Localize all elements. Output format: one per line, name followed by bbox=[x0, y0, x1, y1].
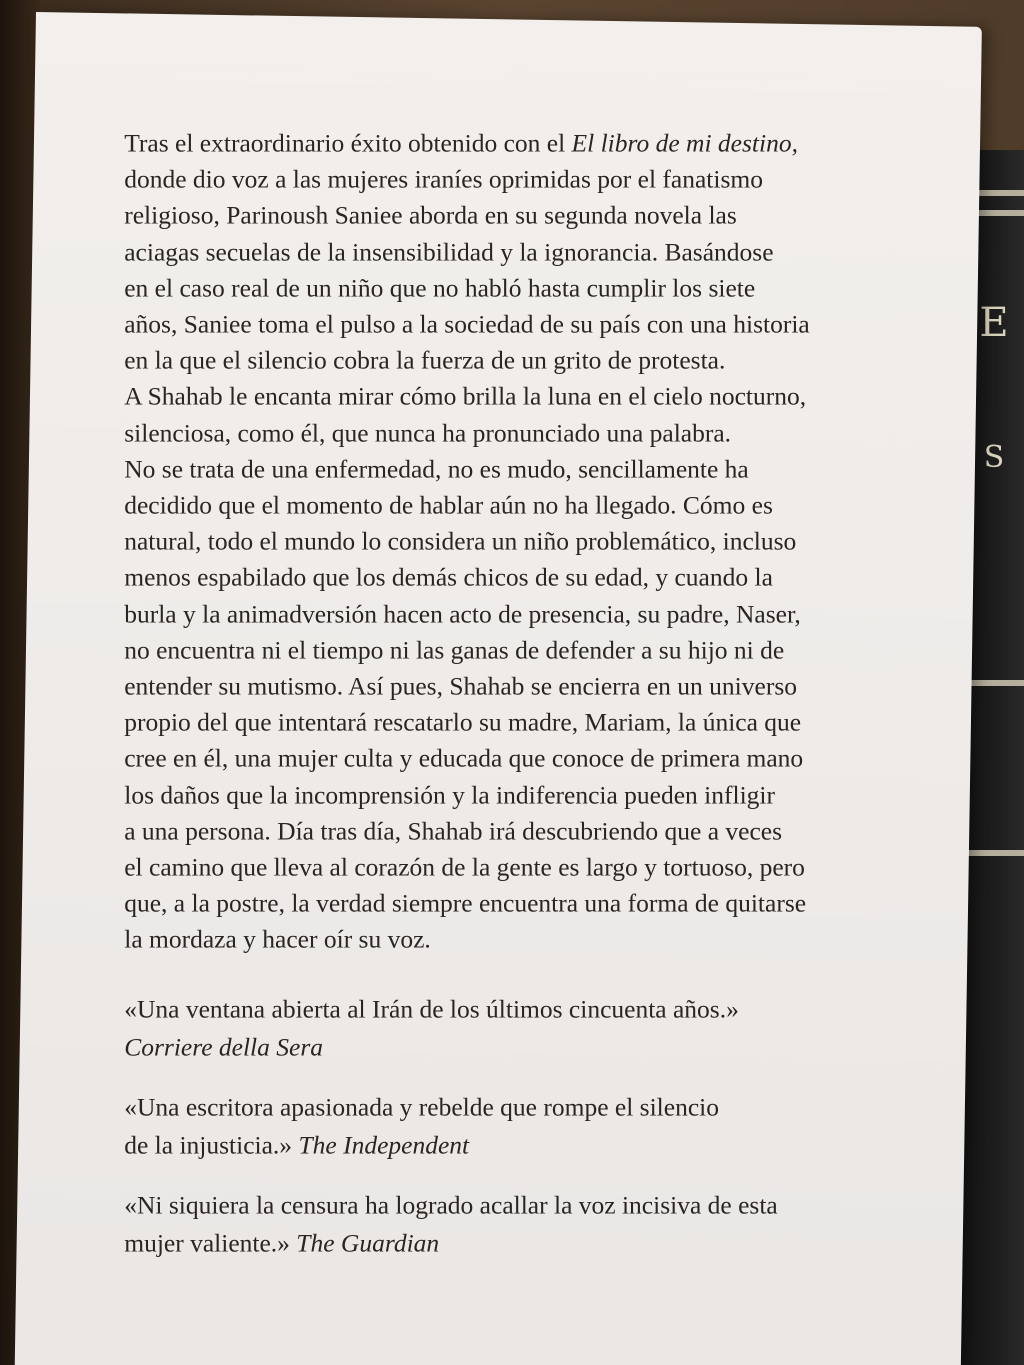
spine-letter-decoration: E bbox=[979, 300, 1009, 346]
synopsis-line-text: el camino que lleva al corazón de la gente es largo y tortuoso, pero bbox=[124, 852, 805, 882]
quote-line-2 bbox=[124, 1126, 934, 1164]
synopsis-line-text: religioso, Parinoush Saniee aborda en su segunda novela las bbox=[124, 200, 737, 230]
synopsis-line bbox=[124, 560, 934, 596]
synopsis-line bbox=[124, 234, 934, 270]
book-back-cover bbox=[14, 12, 982, 1365]
synopsis-line-text: donde dio voz a las mujeres iraníes oprimidas por el fanatismo bbox=[124, 164, 763, 194]
synopsis-line bbox=[124, 306, 934, 342]
synopsis-line-text: no encuentra ni el tiempo ni las ganas de defender a su hijo ni de bbox=[124, 635, 785, 665]
synopsis-line-text: silenciosa, como él, que nunca ha pronunciado una palabra. bbox=[124, 418, 732, 448]
synopsis-line bbox=[124, 451, 934, 487]
synopsis-line-text: la mordaza y hacer oír su voz. bbox=[124, 924, 431, 954]
synopsis-line bbox=[124, 886, 934, 922]
synopsis-line bbox=[124, 668, 934, 704]
synopsis-line-text: No se trata de una enfermedad, no es mudo, sencillamente ha bbox=[124, 454, 749, 484]
synopsis-line bbox=[124, 198, 934, 234]
quote-source: The Independent bbox=[298, 1130, 470, 1160]
synopsis-line bbox=[124, 632, 934, 668]
synopsis-line bbox=[124, 777, 934, 813]
press-quote bbox=[124, 990, 934, 1066]
synopsis-line-text: decidido que el momento de hablar aún no ha llegado. Cómo es bbox=[124, 490, 773, 520]
synopsis-line-text: propio del que intentará rescatarlo su madre, Mariam, la única que bbox=[124, 707, 802, 737]
synopsis-line-text: aciagas secuelas de la insensibilidad y la ignorancia. Basándose bbox=[124, 237, 774, 267]
synopsis-line-text: en el caso real de un niño que no habló hasta cumplir los siete bbox=[124, 273, 756, 303]
synopsis-line-text: los daños que la incomprensión y la indiferencia pueden infligir bbox=[124, 780, 776, 810]
synopsis-line-text: años, Saniee toma el pulso a la sociedad de su país con una historia bbox=[124, 309, 810, 339]
press-quote bbox=[124, 1088, 934, 1164]
spine-letter-decoration: S bbox=[983, 440, 1005, 475]
synopsis-line bbox=[124, 415, 934, 451]
quote-text: de la injusticia.» bbox=[124, 1130, 299, 1160]
synopsis-line bbox=[124, 125, 934, 161]
press-quotes bbox=[124, 990, 934, 1262]
synopsis-line bbox=[124, 922, 934, 958]
synopsis-line bbox=[124, 487, 934, 523]
synopsis-line bbox=[124, 343, 934, 379]
quote-text: «Una escritora apasionada y rebelde que rompe el silencio bbox=[124, 1092, 719, 1122]
quote-text: «Ni siquiera la censura ha logrado acallar la voz incisiva de esta bbox=[124, 1190, 778, 1220]
synopsis-paragraph bbox=[124, 125, 934, 958]
synopsis-line-text: natural, todo el mundo lo considera un niño problemático, incluso bbox=[124, 526, 797, 556]
synopsis-line bbox=[124, 379, 934, 415]
quote-line-2 bbox=[124, 1028, 934, 1066]
synopsis-line-text: Tras el extraordinario éxito obtenido con el bbox=[124, 128, 572, 158]
synopsis-line bbox=[124, 270, 934, 306]
synopsis-line-text: que, a la postre, la verdad siempre encuentra una forma de quitarse bbox=[124, 888, 807, 918]
spine-band bbox=[960, 850, 1024, 856]
book-title-italic: El libro de mi destino, bbox=[571, 128, 798, 158]
synopsis-line-text: A Shahab le encanta mirar cómo brilla la luna en el cielo nocturno, bbox=[124, 381, 807, 411]
quote-source: Corriere della Sera bbox=[124, 1032, 324, 1062]
synopsis-line bbox=[124, 705, 934, 741]
synopsis-line bbox=[124, 813, 934, 849]
back-cover-text bbox=[124, 125, 934, 1284]
quote-text: «Una ventana abierta al Irán de los últimos cincuenta años.» bbox=[124, 994, 739, 1024]
quote-line-2 bbox=[124, 1224, 934, 1262]
synopsis-line-text: en la que el silencio cobra la fuerza de un grito de protesta. bbox=[124, 345, 726, 375]
quote-source: The Guardian bbox=[296, 1228, 440, 1258]
quote-text: mujer valiente.» bbox=[124, 1228, 297, 1258]
synopsis-line bbox=[124, 741, 934, 777]
synopsis-line-text: burla y la animadversión hacen acto de presencia, su padre, Naser, bbox=[124, 599, 801, 629]
synopsis-line-text: menos espabilado que los demás chicos de su edad, y cuando la bbox=[124, 562, 773, 592]
synopsis-line bbox=[124, 524, 934, 560]
synopsis-line-text: cree en él, una mujer culta y educada que conoce de primera mano bbox=[124, 743, 804, 773]
synopsis-line-text: a una persona. Día tras día, Shahab irá descubriendo que a veces bbox=[124, 816, 783, 846]
synopsis-line bbox=[124, 596, 934, 632]
synopsis-line bbox=[124, 849, 934, 885]
press-quote bbox=[124, 1186, 934, 1262]
synopsis-line-text: entender su mutismo. Así pues, Shahab se encierra en un universo bbox=[124, 671, 797, 701]
synopsis-line bbox=[124, 162, 934, 198]
